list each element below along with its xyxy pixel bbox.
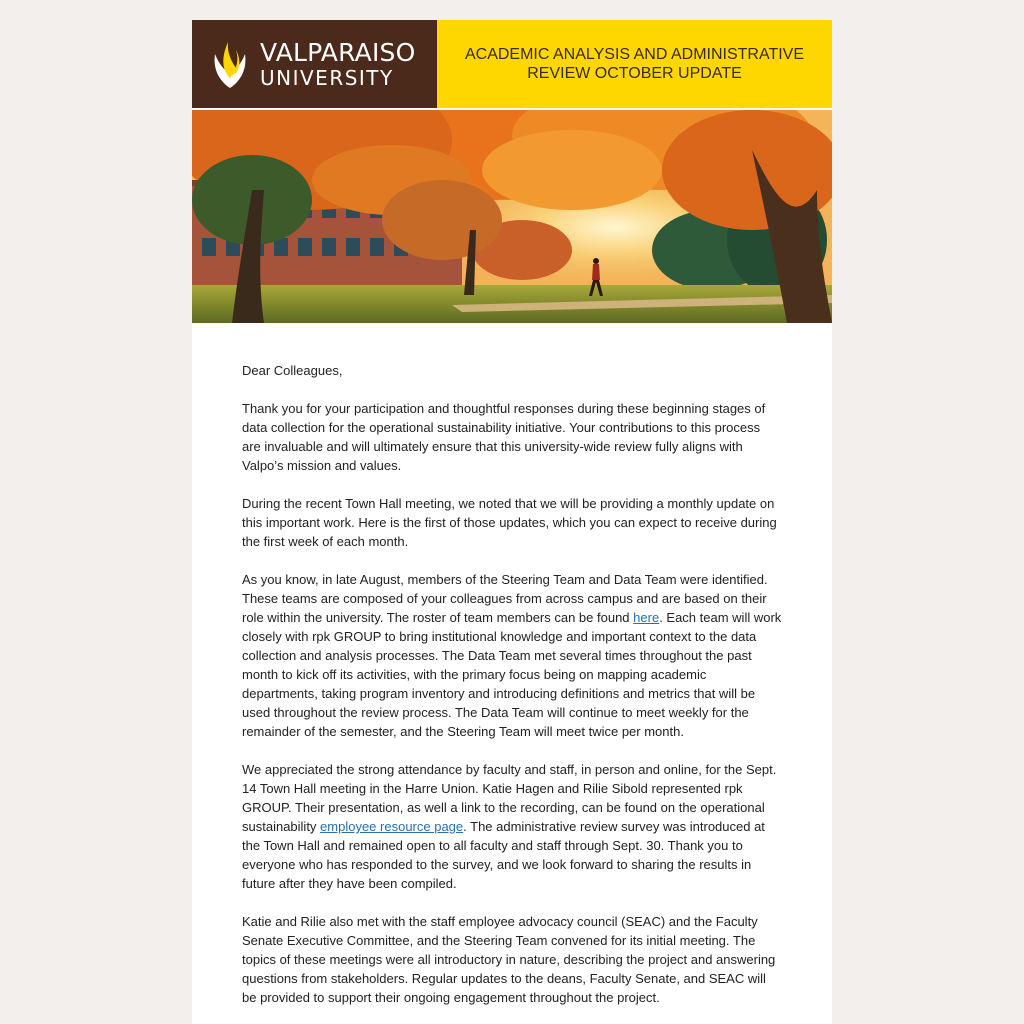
torch-flame-icon xyxy=(210,38,250,90)
email-container xyxy=(192,20,832,1024)
paragraph-4-text-b: . The administrative review survey was introduced at the Town Hall and remained open to all faculty and staff through Sept. 30. Thank you to everyone who has responded to the survey, and we look forward to sharing the results in future after they have been compiled. xyxy=(242,819,765,891)
paragraph-4 xyxy=(242,760,782,893)
paragraph-4-text-a: We appreciated the strong attendance by faculty and staff, in person and online, for the Sept. 14 Town Hall meeting in the Harre Union. Katie Hagen and Rilie Sibold represented rpk GROUP. Their presentation, as well a link to the recording, can be found on the operational sustainability xyxy=(242,762,777,834)
logo-line1: VALPARAISO xyxy=(260,38,416,67)
team-roster-link[interactable]: here xyxy=(633,610,660,625)
employee-resource-page-link[interactable]: employee resource page xyxy=(320,819,464,834)
title-banner xyxy=(437,20,832,108)
autumn-campus-photo xyxy=(192,110,832,323)
email-header xyxy=(192,20,832,108)
logo-wordmark xyxy=(260,40,416,88)
paragraph-5: Katie and Rilie also met with the staff employee advocacy council (SEAC) and the Faculty Senate Executive Committee, and the Steering Team convened for its initial meeting. The topics of these meetings were all introductory in nature, describing the project and answering questions from stakeholders. Regular updates to the deans, Faculty Senate, and SEAC will be provided to support their ongoing engagement throughout the project. xyxy=(242,914,776,1005)
email-title: ACADEMIC ANALYSIS AND ADMINISTRATIVE REVIEW OCTOBER UPDATE xyxy=(464,46,805,82)
greeting: Dear Colleagues, xyxy=(242,363,343,378)
paragraph-3 xyxy=(242,570,782,741)
paragraph-3-text-a: As you know, in late August, members of the Steering Team and Data Team were identified. These teams are composed of your colleagues from across campus and are based on their role within the university. The roster of team members can be found xyxy=(242,572,768,625)
email-body xyxy=(192,323,832,1007)
paragraph-1: Thank you for your participation and thoughtful responses during these beginning stages of data collection for the operational sustainability initiative. Your contributions to this process are invaluable and will ultimately ensure that this university-wide review fully aligns with Valpo’s mission and values. xyxy=(242,401,766,473)
paragraph-3-text-b: . Each team will work closely with rpk GROUP to bring institutional knowledge and important context to the data collection and analysis processes. The Data Team met several times throughout the past month to kick off its activities, with the primary focus being on mapping academic departments, taking program inventory and introducing definitions and metrics that will be used throughout the review process. The Data Team will continue to meet weekly for the remainder of the semester, and the Steering Team will meet twice per month. xyxy=(242,610,782,739)
paragraph-2: During the recent Town Hall meeting, we noted that we will be providing a monthly update on this important work. Here is the first of those updates, which you can expect to receive during the first week of each month. xyxy=(242,496,777,549)
university-logo[interactable] xyxy=(192,20,437,108)
logo-line2: UNIVERSITY xyxy=(260,66,394,90)
